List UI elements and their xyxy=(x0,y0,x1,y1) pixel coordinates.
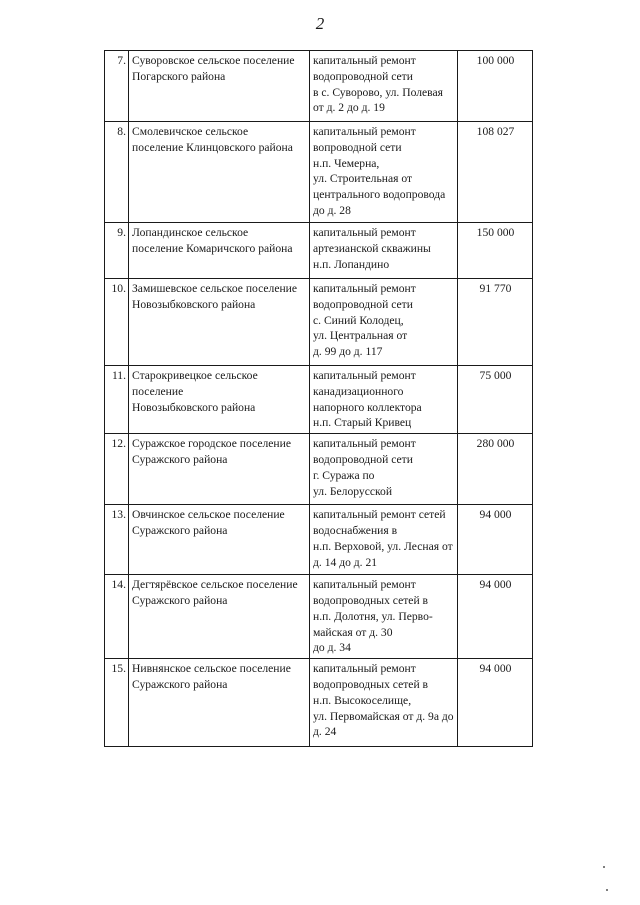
work-description: капитальный ремонт водопроводной сети в с. Суворово, ул. Полевая от д. 2 до д. 19 xyxy=(310,51,458,122)
amount: 75 000 xyxy=(458,366,533,434)
table-row xyxy=(105,366,533,434)
table-row xyxy=(105,51,533,122)
row-number: 14. xyxy=(105,575,129,659)
table-row xyxy=(105,223,533,279)
settlement-name: Нивнянское сельское поселение Суражского района xyxy=(129,659,310,747)
table-row xyxy=(105,659,533,747)
amount: 108 027 xyxy=(458,122,533,223)
row-number: 9. xyxy=(105,223,129,279)
settlement-name: Смолевичское сельское поселение Клинцовского района xyxy=(129,122,310,223)
table-row xyxy=(105,279,533,366)
table-row xyxy=(105,434,533,505)
settlement-name: Суражское городское поселение Суражского района xyxy=(129,434,310,505)
settlement-name: Овчинское сельское поселение Суражского района xyxy=(129,505,310,575)
row-number: 11. xyxy=(105,366,129,434)
row-number: 8. xyxy=(105,122,129,223)
work-description: капитальный ремонт водопроводной сети с. Синий Колодец, ул. Центральная от д. 99 до д. 117 xyxy=(310,279,458,366)
amount: 94 000 xyxy=(458,505,533,575)
amount: 150 000 xyxy=(458,223,533,279)
settlement-name: Замишевское сельское поселение Новозыбковского района xyxy=(129,279,310,366)
row-number: 13. xyxy=(105,505,129,575)
row-number: 15. xyxy=(105,659,129,747)
scan-speck xyxy=(606,889,608,891)
work-description: капитальный ремонт водопроводной сети г. Суража по ул. Белорусской xyxy=(310,434,458,505)
work-description: капитальный ремонт водопроводных сетей в н.п. Высокоселище, ул. Первомайская от д. 9а до д. 24 xyxy=(310,659,458,747)
work-description: капитальный ремонт сетей водоснабжения в н.п. Верховой, ул. Лесная от д. 14 до д. 21 xyxy=(310,505,458,575)
amount: 94 000 xyxy=(458,659,533,747)
amount: 91 770 xyxy=(458,279,533,366)
table-row xyxy=(105,575,533,659)
scan-speck xyxy=(603,866,605,868)
projects-table-body xyxy=(105,51,533,747)
settlement-name: Суворовское сельское поселение Погарского района xyxy=(129,51,310,122)
amount: 280 000 xyxy=(458,434,533,505)
work-description: капитальный ремонт канадизационного напорного коллектора н.п. Старый Кривец xyxy=(310,366,458,434)
work-description: капитальный ремонт артезианской скважины н.п. Лопандино xyxy=(310,223,458,279)
table-row xyxy=(105,505,533,575)
amount: 94 000 xyxy=(458,575,533,659)
row-number: 10. xyxy=(105,279,129,366)
work-description: капитальный ремонт вопроводной сети н.п. Чемерна, ул. Строительная от центрального водопровода до д. 28 xyxy=(310,122,458,223)
row-number: 12. xyxy=(105,434,129,505)
page-number: 2 xyxy=(315,14,325,33)
settlement-name: Лопандинское сельское поселение Комаричского района xyxy=(129,223,310,279)
settlement-name: Дегтярёвское сельское поселение Суражского района xyxy=(129,575,310,659)
row-number: 7. xyxy=(105,51,129,122)
amount: 100 000 xyxy=(458,51,533,122)
table-row xyxy=(105,122,533,223)
work-description: капитальный ремонт водопроводных сетей в н.п. Долотня, ул. Перво- майская от д. 30 до д. 34 xyxy=(310,575,458,659)
settlement-name: Старокривецкое сельское поселение Новозыбковского района xyxy=(129,366,310,434)
projects-table xyxy=(104,50,533,747)
